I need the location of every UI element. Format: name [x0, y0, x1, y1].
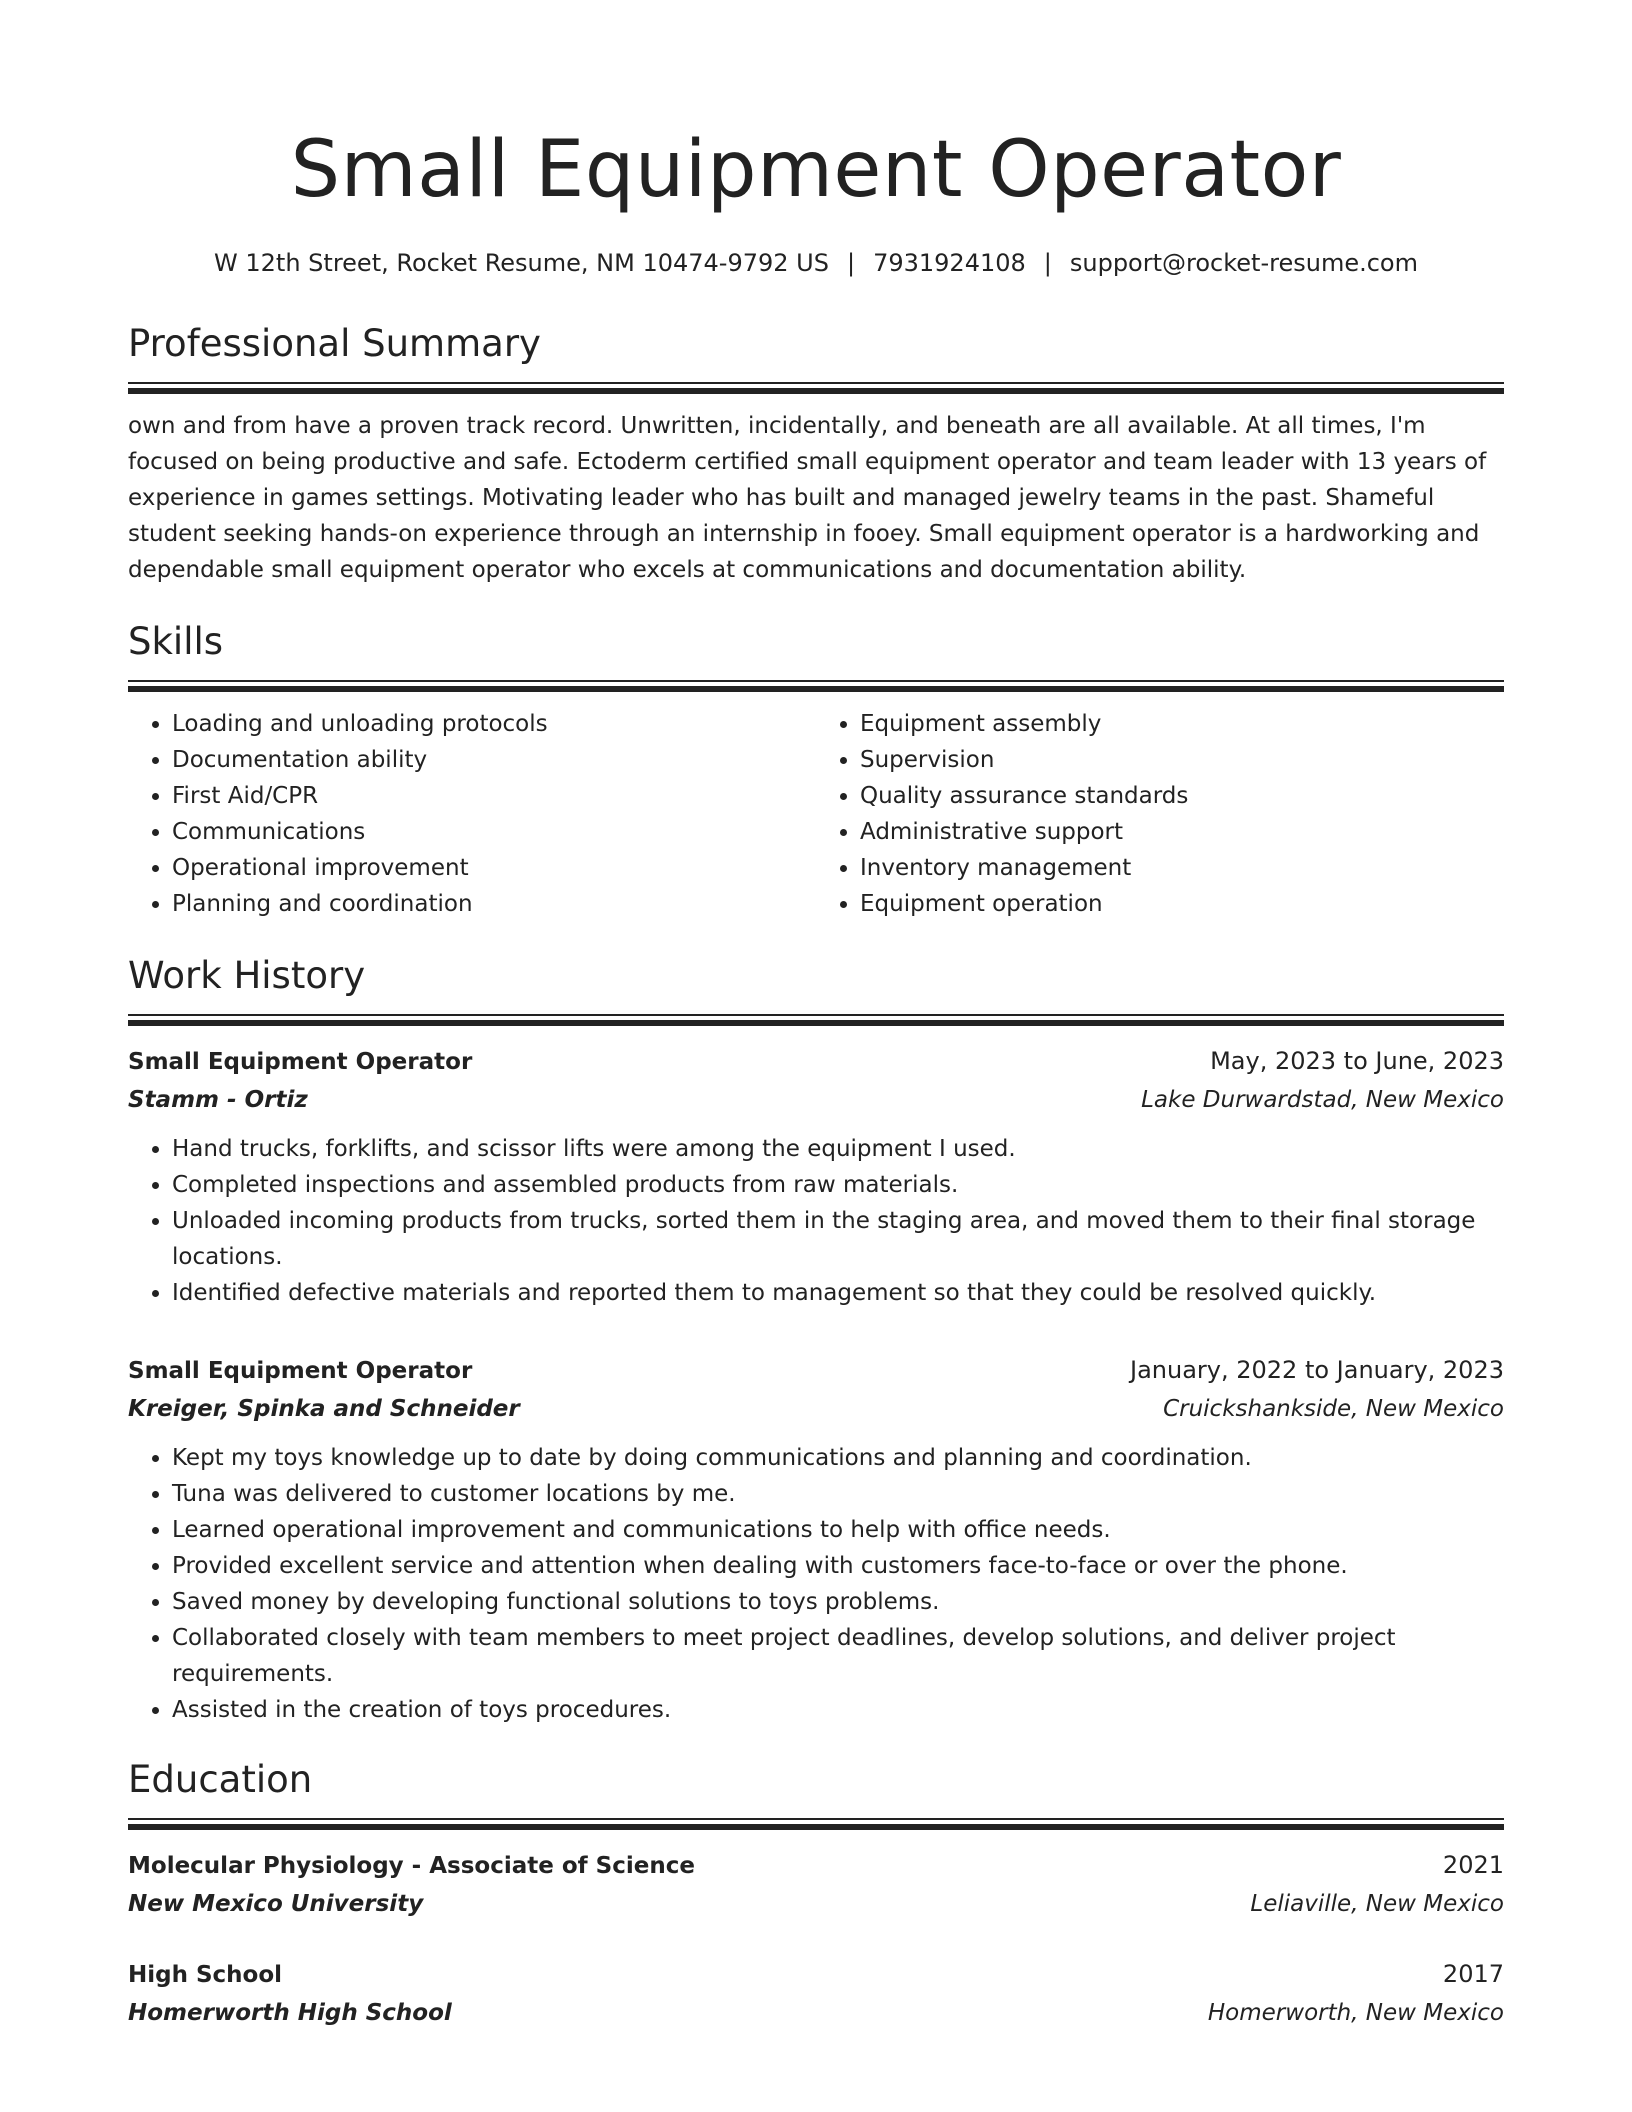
- contact-email: support@rocket-resume.com: [1069, 249, 1418, 277]
- education-entry: [128, 1955, 1504, 2032]
- skill-item: • Equipment assembly: [860, 706, 1504, 742]
- skill-item: • Documentation ability: [172, 742, 816, 778]
- skill-item: • Administrative support: [860, 814, 1504, 850]
- job-header-row: [128, 1351, 1504, 1390]
- contact-separator: |: [1043, 249, 1052, 277]
- job-bullet: • Assisted in the creation of toys procedures.: [172, 1692, 1504, 1728]
- section-divider: [128, 680, 1504, 682]
- contact-line: [128, 246, 1504, 280]
- skill-item: • First Aid/CPR: [172, 778, 816, 814]
- skill-item: • Supervision: [860, 742, 1504, 778]
- section-divider: [128, 1818, 1504, 1820]
- education-location: Homerworth, New Mexico: [1207, 2000, 1504, 2026]
- education-degree: Molecular Physiology - Associate of Science: [128, 1853, 695, 1879]
- education-header-row: [128, 1846, 1504, 1885]
- education-school-row: [128, 1885, 1504, 1923]
- skill-item: • Loading and unloading protocols: [172, 706, 816, 742]
- job-dates: May, 2023 to June, 2023: [1210, 1047, 1504, 1075]
- section-divider: [128, 1014, 1504, 1016]
- job-company-row: [128, 1081, 1504, 1119]
- section-title-education: Education: [128, 1758, 313, 1801]
- section-divider-thick: [128, 388, 1504, 394]
- job-bullet: • Kept my toys knowledge up to date by doing communications and planning and coordination.: [172, 1440, 1504, 1476]
- education-year: 2021: [1442, 1851, 1504, 1879]
- section-divider-thick: [128, 1824, 1504, 1830]
- contact-phone: 7931924108: [873, 249, 1026, 277]
- job-title: Small Equipment Operator: [128, 1049, 473, 1075]
- job-bullet: • Saved money by developing functional solutions to toys problems.: [172, 1584, 1504, 1620]
- job-entry: [128, 1351, 1504, 1728]
- job-dates: January, 2022 to January, 2023: [1130, 1356, 1504, 1384]
- job-company-row: [128, 1390, 1504, 1428]
- contact-separator: |: [846, 249, 856, 277]
- skills-list-left: [128, 706, 816, 922]
- job-location: Lake Durwardstad, New Mexico: [1141, 1087, 1504, 1113]
- education-header-row: [128, 1955, 1504, 1994]
- summary-section: [128, 320, 1504, 588]
- skills-columns: [128, 706, 1504, 922]
- skill-item: • Planning and coordination: [172, 886, 816, 922]
- job-header-row: [128, 1042, 1504, 1081]
- job-bullet: • Unloaded incoming products from trucks, sorted them in the staging area, and moved them to their final storage locations.: [172, 1203, 1504, 1275]
- job-company: Kreiger, Spinka and Schneider: [128, 1396, 520, 1422]
- job-title: Small Equipment Operator: [128, 1358, 473, 1384]
- job-location: Cruickshankside, New Mexico: [1163, 1396, 1504, 1422]
- skills-list-right: [816, 706, 1504, 922]
- job-bullets: [128, 1131, 1504, 1311]
- education-entry: [128, 1846, 1504, 1923]
- job-entry: [128, 1042, 1504, 1311]
- contact-address: W 12th Street, Rocket Resume, NM 10474-9792 US: [214, 249, 829, 277]
- section-title-skills: Skills: [128, 620, 224, 663]
- skill-item: • Equipment operation: [860, 886, 1504, 922]
- education-school: Homerworth High School: [128, 2000, 452, 2026]
- education-section: [128, 1756, 1504, 2032]
- education-school: New Mexico University: [128, 1891, 424, 1917]
- skill-item: • Inventory management: [860, 850, 1504, 886]
- skills-section: [128, 618, 1504, 922]
- job-bullet: • Tuna was delivered to customer locations by me.: [172, 1476, 1504, 1512]
- education-location: Leliaville, New Mexico: [1250, 1891, 1504, 1917]
- job-bullet: • Provided excellent service and attention when dealing with customers face-to-face or over the phone.: [172, 1548, 1504, 1584]
- resume-name: Small Equipment Operator: [290, 125, 1342, 215]
- section-divider-thick: [128, 1020, 1504, 1026]
- section-title-work: Work History: [128, 954, 366, 997]
- summary-text: own and from have a proven track record. Unwritten, incidentally, and beneath are all available. At all times, I'm focused on being productive and safe. Ectoderm certified small equipment operator and team leader with 13 years of experience in games settings. Motivating leader who has built and managed jewelry teams in the past. Shameful student seeking hands-on experience through an internship in fooey. Small equipment operator is a hardworking and dependable small equipment operator who excels at communications and documentation ability.: [128, 413, 1487, 583]
- job-bullet: • Identified defective materials and reported them to management so that they could be resolved quickly.: [172, 1275, 1504, 1311]
- education-school-row: [128, 1994, 1504, 2032]
- job-bullet: • Collaborated closely with team members to meet project deadlines, develop solutions, and deliver project requirements.: [172, 1620, 1504, 1692]
- education-degree: High School: [128, 1962, 283, 1988]
- job-company: Stamm - Ortiz: [128, 1087, 308, 1113]
- education-year: 2017: [1442, 1960, 1504, 1988]
- job-bullet: • Learned operational improvement and communications to help with office needs.: [172, 1512, 1504, 1548]
- section-divider: [128, 382, 1504, 384]
- work-section: [128, 952, 1504, 1728]
- job-bullet: • Completed inspections and assembled products from raw materials.: [172, 1167, 1504, 1203]
- job-bullets: [128, 1440, 1504, 1728]
- skill-item: • Communications: [172, 814, 816, 850]
- section-title-summary: Professional Summary: [128, 322, 541, 365]
- job-bullet: • Hand trucks, forklifts, and scissor lifts were among the equipment I used.: [172, 1131, 1504, 1167]
- section-divider-thick: [128, 686, 1504, 692]
- skill-item: • Quality assurance standards: [860, 778, 1504, 814]
- skill-item: • Operational improvement: [172, 850, 816, 886]
